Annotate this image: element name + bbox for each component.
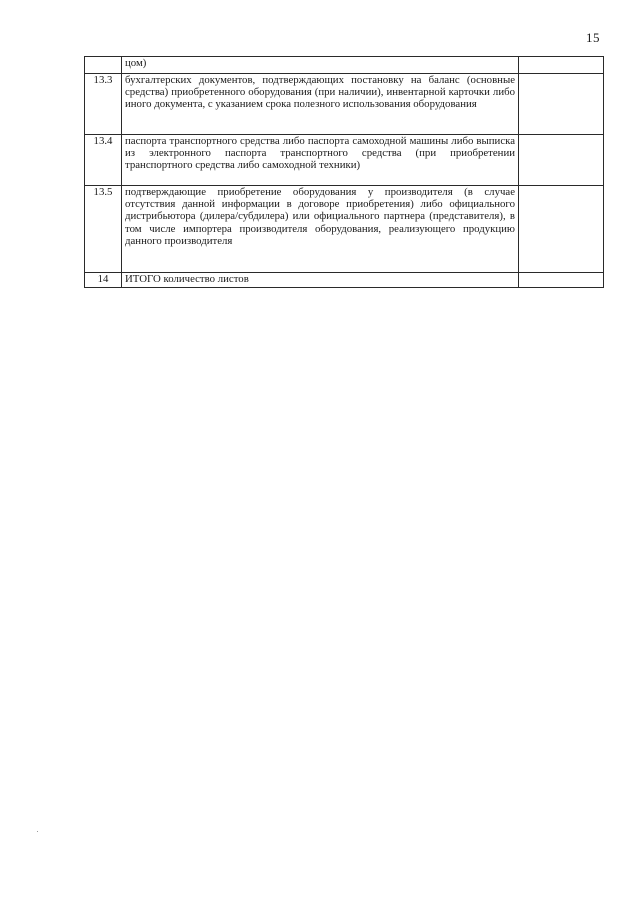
row-number: 13.5 (85, 186, 122, 273)
row-description: цом) (122, 57, 519, 74)
table-row (85, 186, 604, 273)
row-number: 14 (85, 273, 122, 288)
row-value (519, 135, 604, 186)
row-number: 13.3 (85, 74, 122, 135)
row-number: 13.4 (85, 135, 122, 186)
row-value (519, 186, 604, 273)
row-value (519, 57, 604, 74)
row-description: бухгалтерских документов, подтверждающих постановку на баланс (основные средства) приобретенного оборудования (при наличии), инвентарной карточки либо иного документа, с указанием срока полезного использования оборудования (122, 74, 519, 135)
row-number (85, 57, 122, 74)
table-row (85, 74, 604, 135)
row-description: подтверждающие приобретение оборудования у производителя (в случае отсутствия данной информации в договоре приобретения) либо официального дистрибьютора (дилера/субдилера) или официального партнера (представителя), в том числе импортера производителя оборудования, реализующего продукцию данного производителя (122, 186, 519, 273)
row-description: ИТОГО количество листов (122, 273, 519, 288)
table-row (85, 57, 604, 74)
documents-table (84, 56, 604, 288)
scan-speck (37, 831, 38, 832)
table-row-total (85, 273, 604, 288)
row-value (519, 273, 604, 288)
row-value (519, 74, 604, 135)
page-number: 15 (586, 30, 600, 45)
row-description: паспорта транспортного средства либо паспорта самоходной машины либо выписка из электронного паспорта транспортного средства (при приобретении транспортного средства либо самоходной техники) (122, 135, 519, 186)
table-row (85, 135, 604, 186)
